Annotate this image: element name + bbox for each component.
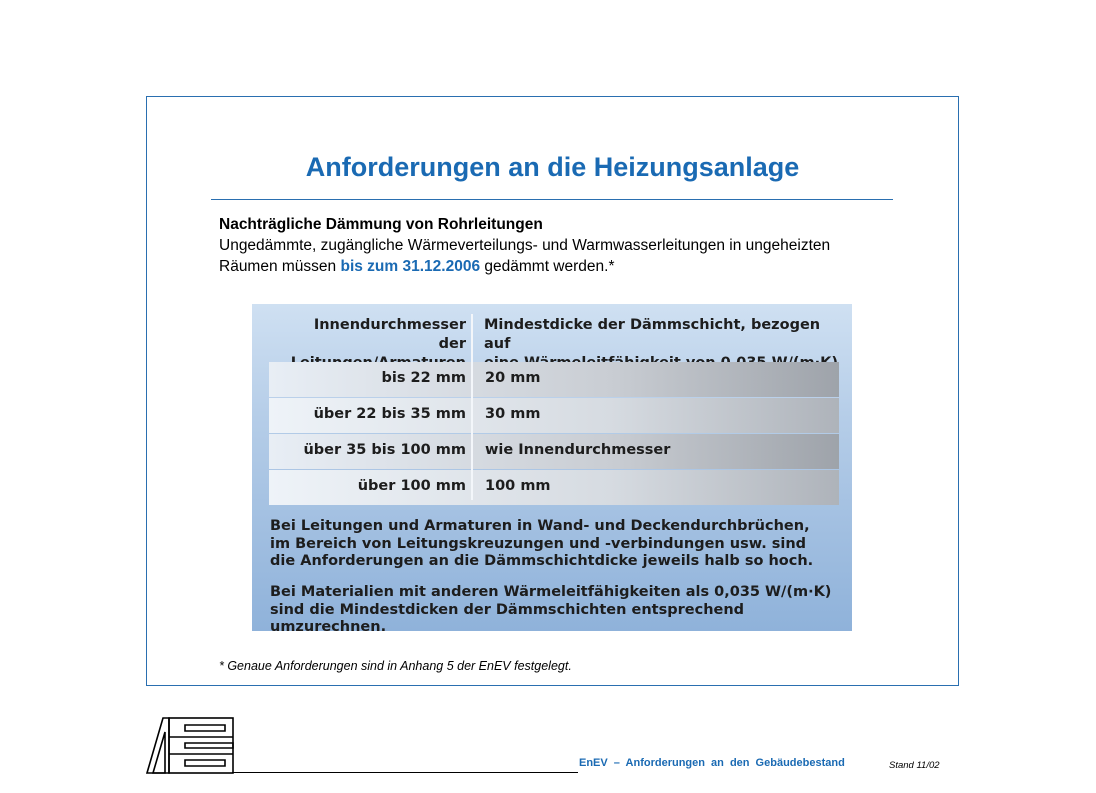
header-left-line2: der xyxy=(438,336,466,352)
intro-deadline: bis zum 31.12.2006 xyxy=(340,258,481,275)
intro-text xyxy=(219,214,859,277)
header-left-line1: Innendurchmesser xyxy=(313,317,466,333)
row-thickness: 100 mm xyxy=(485,478,551,494)
slide-frame xyxy=(146,96,959,686)
title-divider xyxy=(211,199,893,200)
table-row xyxy=(269,398,839,433)
intro-subhead: Nachträgliche Dämmung von Rohrleitungen xyxy=(219,216,543,233)
footer-title: EnEV – Anforderungen an den Gebäudebestand xyxy=(579,757,845,769)
table-row xyxy=(269,362,839,397)
footnote: * Genaue Anforderungen sind in Anhang 5 der EnEV festgelegt. xyxy=(219,659,572,673)
row-thickness: 30 mm xyxy=(485,406,541,422)
ae-logo-icon xyxy=(145,717,237,774)
note1-line3: die Anforderungen an die Dämmschichtdicke jeweils halb so hoch. xyxy=(270,553,814,569)
row-diameter: über 35 bis 100 mm xyxy=(303,442,466,458)
row-diameter: über 22 bis 35 mm xyxy=(313,406,466,422)
note1-line1: Bei Leitungen und Armaturen in Wand- und Deckendurchbrüchen, xyxy=(270,518,810,534)
row-diameter: bis 22 mm xyxy=(381,370,466,386)
footer-stand: Stand 11/02 xyxy=(889,760,940,771)
note2-line2: sind die Mindestdicken der Dämmschichten entsprechend umzurechnen. xyxy=(270,601,745,635)
row-thickness: wie Innendurchmesser xyxy=(485,442,671,458)
footer-rule xyxy=(232,772,578,773)
note2-line1: Bei Materialien mit anderen Wärmeleitfähigkeiten als 0,035 W/(m·K) xyxy=(270,584,832,600)
insulation-table-panel xyxy=(252,304,852,635)
table-note-1 xyxy=(270,518,840,571)
row-thickness: 20 mm xyxy=(485,370,541,386)
note1-line2: im Bereich von Leitungskreuzungen und -verbindungen usw. sind xyxy=(270,535,807,552)
table-note-2 xyxy=(270,584,840,637)
intro-body-part1: Ungedämmte, zugängliche Wärmeverteilungs- und Warmwasserleitungen in ungeheizten Räumen müssen xyxy=(219,237,831,275)
table-column-divider xyxy=(471,314,473,500)
header-right-line1: Mindestdicke der Dämmschicht, bezogen auf xyxy=(484,317,821,352)
table-row xyxy=(269,434,839,469)
table-row xyxy=(269,470,839,505)
row-diameter: über 100 mm xyxy=(357,478,466,494)
slide-title: Anforderungen an die Heizungsanlage xyxy=(305,152,800,182)
intro-body-part2: gedämmt werden.* xyxy=(480,258,615,275)
